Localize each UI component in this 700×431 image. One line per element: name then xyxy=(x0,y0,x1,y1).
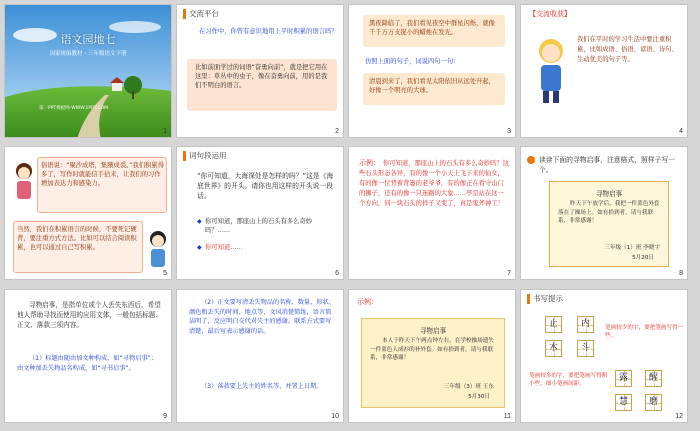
section-tag: 【交流收获】 xyxy=(529,10,571,18)
section-tag: 词句段运用 xyxy=(189,151,227,160)
question-text: 在习作中，你曾有意识地用上平时积累的语言吗？ xyxy=(199,28,338,35)
format-point-3: （3）落款要上失主的姓名等，并署上日期。 xyxy=(201,383,323,390)
notice-body: 本人于昨天下午两点钟左右，在学校操场遗失一件蓝色人成衫的补外套。如有拾到者，请与我联系，非常感谢！ xyxy=(370,338,494,361)
notice-title: 寻物启事 xyxy=(419,327,447,335)
slide-4-thumbnail[interactable] xyxy=(520,4,688,138)
notice-title: 寻物启事 xyxy=(595,190,623,198)
slide-number: 1 xyxy=(163,128,167,135)
slide-number: 5 xyxy=(163,270,167,277)
diamond-bullet-icon: ◆ xyxy=(197,218,202,225)
diamond-bullet-icon: ◆ xyxy=(197,244,202,251)
instruction-text: 仿照上面的句子，词说四句一句： xyxy=(365,58,460,65)
char-grid-cell: 木 xyxy=(545,340,562,357)
slide-number: 10 xyxy=(331,413,339,420)
slide-number: 6 xyxy=(335,270,339,277)
example-text: 黑夜降临了，我们看见夜空中群星闪烁，就像千千万万支捉小的蜡烛在发光。 xyxy=(369,20,495,36)
slide-number: 12 xyxy=(675,413,683,420)
tip-few-strokes: 笔画较少的字，要把笔画写得一些。 xyxy=(605,325,684,339)
slide-number: 7 xyxy=(507,270,511,277)
slide-number: 11 xyxy=(503,413,511,420)
example-label: 示例： xyxy=(359,159,380,167)
example-text: 比如前面学过的词语“奋勇向前”，就是把它用在这里：草丛中的虫子，像在奋勇向前，用的是我们不明白的语言。 xyxy=(195,64,328,89)
slide-number: 2 xyxy=(335,128,339,135)
char-grid-cell: 斗 xyxy=(577,340,594,357)
slide-number: 4 xyxy=(679,128,683,135)
slide-number: 3 xyxy=(507,128,511,135)
char-grid-cell: 露 xyxy=(615,370,632,387)
landscape-image xyxy=(5,5,172,138)
slide-subtitle: 国家统编教材・三年级语文下册 xyxy=(49,51,127,57)
notice-card xyxy=(549,181,669,267)
slide-5-thumbnail[interactable] xyxy=(4,146,172,280)
section-tag: 书写提示 xyxy=(533,294,563,303)
char-grid-cell: 磨 xyxy=(645,394,662,411)
accent-bar xyxy=(527,294,530,304)
slide-12-thumbnail[interactable] xyxy=(520,289,688,423)
slide-9-thumbnail[interactable] xyxy=(4,289,172,423)
example-text: 你可知道，那座山上的石头有多么奇妙吗？这些石头形态各异，有的像一个小天上飞下来的仙女，有的像一位背着背篓的老爷爷，有的像正在看守山门的狮子，还有的像一只迷路的大象……亭是站在这一个方向，同一块石头的样子又变了，真是鬼斧神工！ xyxy=(359,160,509,207)
question-text: “你可知道，大海深处是怎样的吗？”这是《海底世界》的开头。请你也用这样的开头说一段话。 xyxy=(197,172,334,200)
slide-footer: 第一PPT模板网-WWW.1PPT.COM xyxy=(39,106,109,111)
boy-illustration xyxy=(147,229,169,269)
tip-text: 当然，我们在积累语言的时候，不要死记硬背，要注重方式方法。比如可以结合阅读积累，也可以通过自己写积累。 xyxy=(17,226,137,251)
answer-text: 清晨到来了，我们看见太阳依旧从远处升起，好像一个明亮的大球。 xyxy=(369,78,495,94)
slide-number: 8 xyxy=(679,270,683,277)
slide-11-thumbnail[interactable] xyxy=(348,289,516,423)
student-illustration xyxy=(533,35,569,105)
char-grid-cell: 慧 xyxy=(615,394,632,411)
answer-example: 你可知道，那座山上的石头有多么奇妙吗？…… xyxy=(205,218,313,234)
char-grid-cell: 醒 xyxy=(645,370,662,387)
slide-7-thumbnail[interactable] xyxy=(348,146,516,280)
notice-body: 昨天下午放学后，我把一件蓝色外套落在了操场上。如有拾到者，请与我联系，非常感谢！ xyxy=(558,201,660,224)
notice-date: 5月30日 xyxy=(468,394,490,400)
format-point-1: （1）标题由随由加文种构成，如“寻物启事”；由文种加丢失物品名构成，如“寻书启事”。 xyxy=(17,355,157,372)
notice-signature: 三年级（3）班 王东 xyxy=(443,384,494,390)
accent-bar xyxy=(183,9,186,19)
slide-title: 语文园地七 xyxy=(60,33,116,46)
slide-number: 9 xyxy=(163,413,167,420)
notice-card xyxy=(361,318,505,408)
slide-1-thumbnail[interactable] xyxy=(4,4,172,138)
quote-text: 俗语说：“聚沙成塔，集腋成裘。”我们积累得多了，写作时就能信手拈来，让我们的习作增加表达力和感染力。 xyxy=(41,162,165,187)
slide-6-thumbnail[interactable] xyxy=(176,146,344,280)
format-point-2: （2）正文要写清丢失物品的名称、数量、形状、颜色和丢失的时间、地点等，文风消楚简练，语言简洁明了，反应明白交代对失主的感谢。联系方式要写清楚，最后写表示感谢的话。 xyxy=(189,299,335,335)
accent-bar xyxy=(183,151,186,161)
slide-8-thumbnail[interactable] xyxy=(520,146,688,280)
slide-2-thumbnail[interactable] xyxy=(176,4,344,138)
girl-illustration xyxy=(13,161,35,201)
char-grid-cell: 内 xyxy=(577,316,594,333)
example-label: 示例： xyxy=(357,298,378,306)
pointer-icon xyxy=(527,156,535,164)
tip-many-strokes: 笔画较多的字，要把笔画写得粗小些，细小笔画间距。 xyxy=(529,373,608,387)
slide-10-thumbnail[interactable] xyxy=(176,289,344,423)
answer-prompt: 你可知道…… xyxy=(205,244,243,251)
definition-text: 寻物启事，是指单位或个人丢失东西后，希望他人帮助寻找而使用的应用文体，一般包括标题、正文、落款三项内容。 xyxy=(17,301,163,329)
slide-3-thumbnail[interactable] xyxy=(348,4,516,138)
summary-text: 我们在平时的学习生活中要注重积累，比如成语、俗语、谚语、诗句、生动优美的句子等。 xyxy=(577,36,678,63)
char-grid-cell: 止 xyxy=(545,316,562,333)
notice-signature: 三年级（1）班 李晓宇 xyxy=(604,245,660,251)
instruction-text: 读读下面的寻物启事，注意格式，照样子写一个。 xyxy=(539,156,675,174)
section-tag: 交流平台 xyxy=(189,9,219,18)
notice-date: 5月20日 xyxy=(632,255,654,261)
